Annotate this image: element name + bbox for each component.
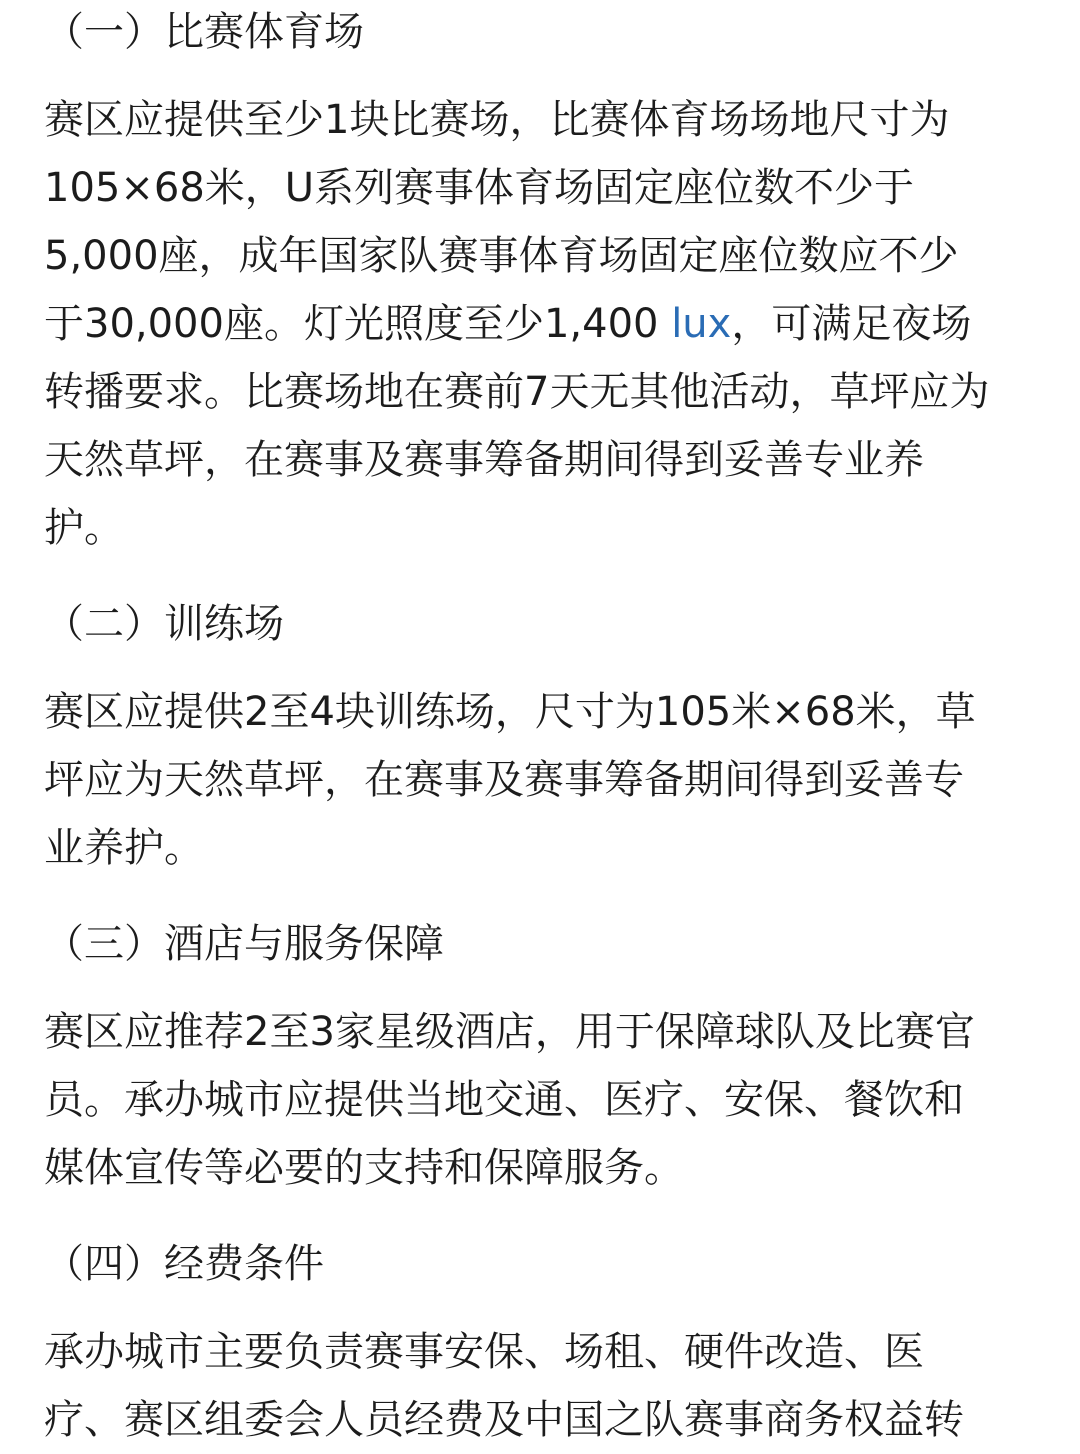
section-paragraph-stadium bbox=[44, 86, 1044, 562]
line-text: ，可满足夜场 bbox=[731, 301, 972, 347]
paragraph-line: 105×68米，U系列赛事体育场固定座位数不少于 bbox=[44, 165, 915, 211]
lux-link[interactable]: lux bbox=[671, 301, 732, 347]
paragraph-line: 转播要求。比赛场地在赛前7天无其他活动，草坪应为 bbox=[44, 369, 990, 415]
line-text: 于30,000座。灯光照度至少1,400 bbox=[44, 301, 672, 347]
paragraph-line: 赛区应提供2至4块训练场，尺寸为105米×68米，草 bbox=[44, 689, 976, 735]
section-heading-training: （二）训练场 bbox=[44, 601, 284, 647]
paragraph-line: 媒体宣传等必要的支持和保障服务。 bbox=[44, 1145, 684, 1191]
paragraph-line: 疗、赛区组委会人员经费及中国之队赛事商务权益转 bbox=[44, 1397, 964, 1443]
paragraph-line: 5,000座，成年国家队赛事体育场固定座位数应不少 bbox=[44, 233, 959, 279]
paragraph-line: 天然草坪，在赛事及赛事筹备期间得到妥善专业养 bbox=[44, 437, 924, 483]
paragraph-line: 承办城市主要负责赛事安保、场租、硬件改造、医 bbox=[44, 1329, 924, 1375]
section-heading-hotel: （三）酒店与服务保障 bbox=[44, 921, 444, 967]
paragraph-line-with-link bbox=[44, 290, 1044, 358]
paragraph-line: 业养护。 bbox=[44, 825, 204, 871]
article-body bbox=[44, 0, 1044, 1454]
paragraph-line: 坪应为天然草坪，在赛事及赛事筹备期间得到妥善专 bbox=[44, 757, 964, 803]
section-paragraph-hotel bbox=[44, 998, 1044, 1202]
section-heading-stadium: （一）比赛体育场 bbox=[44, 9, 364, 55]
paragraph-line: 护。 bbox=[44, 505, 124, 551]
paragraph-line: 赛区应推荐2至3家星级酒店，用于保障球队及比赛官 bbox=[44, 1009, 975, 1055]
section-paragraph-funding bbox=[44, 1318, 1044, 1454]
paragraph-line: 员。承办城市应提供当地交通、医疗、安保、餐饮和 bbox=[44, 1077, 964, 1123]
paragraph-line: 赛区应提供至少1块比赛场，比赛体育场场地尺寸为 bbox=[44, 97, 950, 143]
section-paragraph-training bbox=[44, 678, 1044, 882]
section-heading-funding: （四）经费条件 bbox=[44, 1241, 324, 1287]
